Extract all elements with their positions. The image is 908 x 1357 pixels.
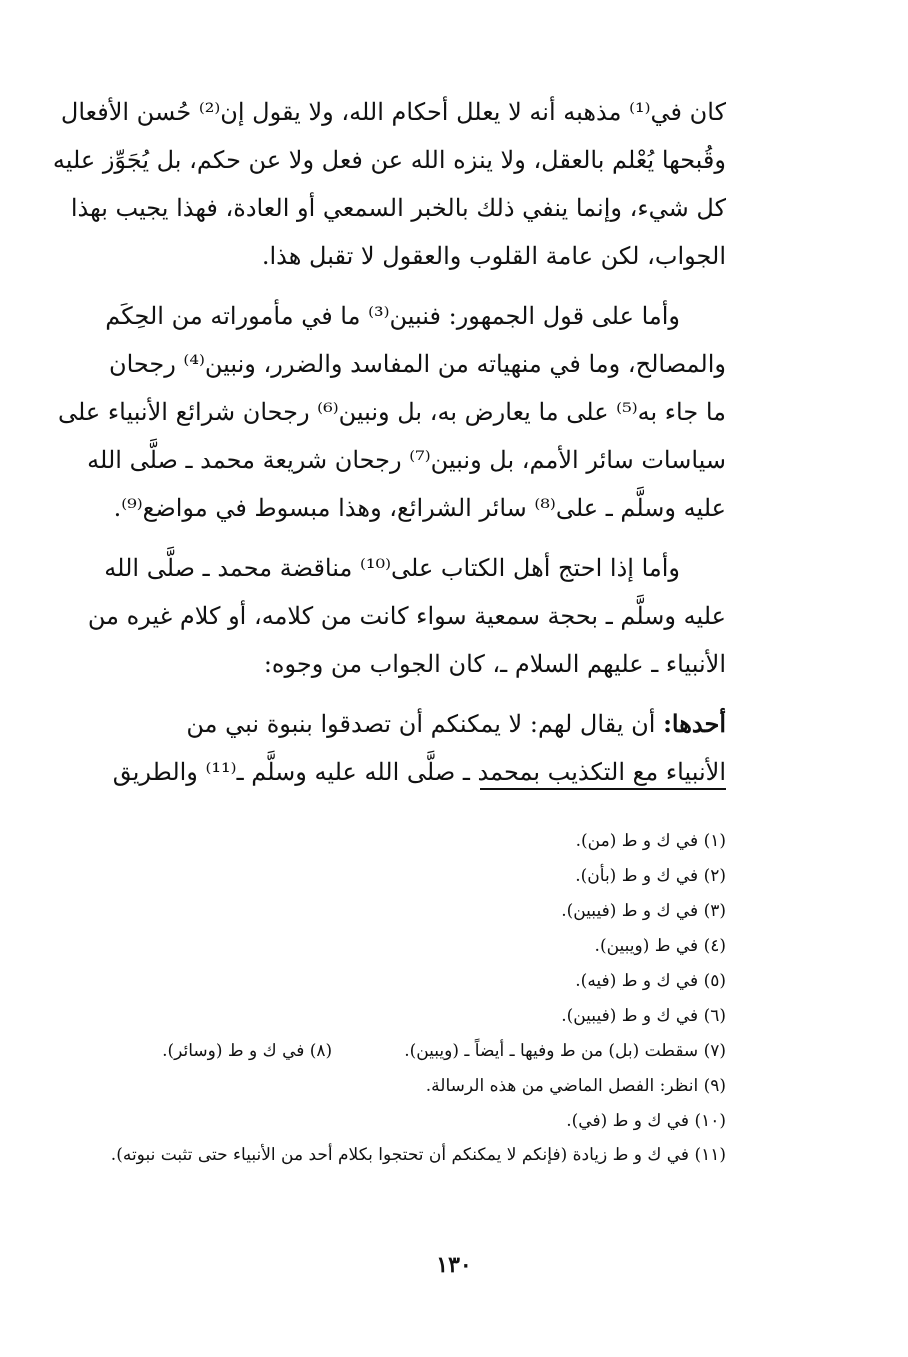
text-line: عليه وسلَّم ـ بحجة سمعية سواء كانت من كلامه، أو كلام غيره من <box>87 602 726 630</box>
footnote: (١) في ك و ط (من). <box>575 831 726 851</box>
text-run: أن يقال لهم: لا يمكنكم أن تصدقوا بنبوة نبي من <box>186 710 656 738</box>
lead-word: أحدها: <box>663 709 726 738</box>
footnote: (١١) في ك و ط زيادة (فإنكم لا يمكنكم أن تحتجوا بكلام أحد من الأنبياء حتى تثبت نبوته). <box>110 1145 726 1165</box>
footnotes <box>41 824 726 1171</box>
footnote: (٨) في ك و ط (وسائر). <box>162 1041 333 1061</box>
paragraph-4 <box>41 700 726 796</box>
footnote: (٣) في ك و ط (فيبين). <box>561 901 726 921</box>
footnote-divider <box>480 788 726 790</box>
paragraph-2 <box>41 292 726 532</box>
text-line: سياسات سائر الأمم، بل ونبين⁽⁷⁾ رجحان شريعة محمد ـ صلَّى الله <box>87 446 726 474</box>
paragraph-3 <box>41 544 726 688</box>
text-line: والمصالح، وما في منهياته من المفاسد والضرر، ونبين⁽⁴⁾ رجحان <box>108 350 726 378</box>
text-line: عليه وسلَّم ـ على⁽⁸⁾ سائر الشرائع، وهذا مبسوط في مواضع⁽⁹⁾. <box>113 494 726 522</box>
paragraph-1 <box>41 88 726 280</box>
footnote: (١٠) في ك و ط (في). <box>566 1111 726 1131</box>
main-text <box>41 88 726 808</box>
footnote: (٦) في ك و ط (فيبين). <box>561 1006 726 1026</box>
footnote: (٤) في ط (ويبين). <box>594 936 726 956</box>
text-line: كان في⁽¹⁾ مذهبه أنه لا يعلل أحكام الله، ولا يقول إن⁽²⁾ حُسن الأفعال <box>60 98 726 126</box>
text-line: الجواب، لكن عامة القلوب والعقول لا تقبل هذا. <box>261 242 726 270</box>
text-line: كل شيء، وإنما ينفي ذلك بالخبر السمعي أو العادة، فهذا يجيب بهذا <box>70 194 726 222</box>
text-line: الأنبياء ـ عليهم السلام ـ، كان الجواب من وجوه: <box>263 650 726 678</box>
footnote: (٢) في ك و ط (بأن). <box>575 866 726 886</box>
text-line: وقُبحها يُعْلم بالعقل، ولا ينزه الله عن فعل ولا عن حكم، بل يُجَوِّز عليه <box>52 146 726 174</box>
text-line: وأما على قول الجمهور: فنبين⁽³⁾ ما في مأموراته من الحِكَم <box>105 302 680 330</box>
footnote: (٩) انظر: الفصل الماضي من هذه الرسالة. <box>425 1076 726 1096</box>
text-line: الأنبياء مع التكذيب بمحمد ـ صلَّى الله عليه وسلَّم ـ⁽¹¹⁾ والطريق <box>112 758 726 786</box>
footnote-row <box>41 1034 726 1069</box>
text-line <box>41 700 726 748</box>
text-line: ما جاء به⁽⁵⁾ على ما يعارض به، بل ونبين⁽⁶⁾ رجحان شرائع الأنبياء على <box>57 398 726 426</box>
footnote: (٥) في ك و ط (فيه). <box>575 971 726 991</box>
footnote: (٧) سقطت (بل) من ط وفيها ـ أيضاً ـ (ويبين). <box>404 1041 726 1061</box>
page-number: ١٣٠ <box>436 1252 472 1278</box>
footnote-gap <box>332 1034 404 1069</box>
text-line: وأما إذا احتج أهل الكتاب على⁽¹⁰⁾ مناقضة محمد ـ صلَّى الله <box>104 554 680 582</box>
